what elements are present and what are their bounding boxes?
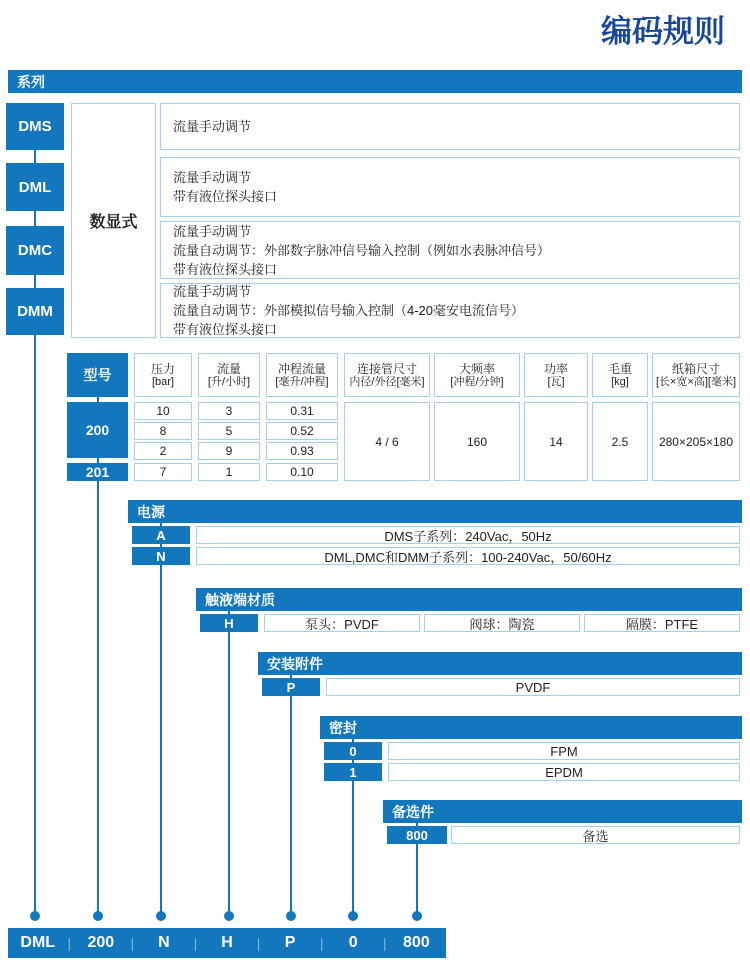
col-header-line: 功率 — [543, 361, 568, 376]
connector-dot — [286, 911, 296, 921]
table-col-header-stroke — [266, 353, 338, 397]
connector-dot — [412, 911, 422, 921]
code-separator: | — [256, 935, 261, 951]
material-value-diaphragm: 隔膜：PTFE — [584, 614, 740, 632]
series-code-dms — [6, 103, 64, 150]
cell-stroke: 0.93 — [266, 442, 338, 460]
desc-line: 流量自动调节：外部模拟信号输入控制（4-20毫安电流信号） — [173, 303, 525, 318]
mounting-value: PVDF — [326, 678, 740, 696]
col-header-line: 毛重 — [607, 361, 632, 376]
material-section-header — [196, 588, 742, 611]
cell-pressure: 8 — [134, 422, 192, 440]
mounting-section-header — [258, 652, 742, 675]
code-segment-power: N — [158, 934, 170, 951]
col-header-line: 内径/外径[毫米] — [349, 375, 425, 388]
table-col-header-weight — [592, 353, 648, 397]
series-code-dmc — [6, 226, 64, 275]
col-header-line: [升/小时] — [207, 375, 251, 388]
series-group-box — [71, 103, 156, 338]
connector-dot — [348, 911, 358, 921]
series-code-dmm-label: DMM — [17, 303, 53, 320]
model-201-label: 201 — [85, 464, 110, 480]
series-group-label: 数显式 — [89, 214, 138, 231]
desc-line: 流量手动调节 — [173, 284, 252, 299]
cell-carton-size: 280×205×180 — [652, 402, 740, 481]
connector-line-power — [160, 511, 162, 916]
code-segment-model: 200 — [87, 934, 115, 951]
desc-line: 带有液位探头接口 — [173, 261, 278, 277]
col-header-line: [长×宽×高][毫米] — [655, 375, 737, 388]
cell-flow: 5 — [198, 422, 260, 440]
cell-pressure: 7 — [134, 463, 192, 481]
power-code-n — [132, 547, 190, 565]
connector-dot — [224, 911, 234, 921]
series-desc-dmc — [160, 221, 740, 279]
options-section-label: 备选件 — [392, 803, 434, 820]
table-col-header-pressure — [134, 353, 192, 397]
seal-code-1-label: 1 — [349, 764, 357, 780]
table-col-header-power — [524, 353, 588, 397]
cell-pipe-size: 4 / 6 — [344, 402, 430, 481]
code-segment-mounting: P — [284, 934, 296, 951]
seal-code-0-label: 0 — [349, 743, 357, 759]
cell-flow: 9 — [198, 442, 260, 460]
col-header-line: 连接管尺寸 — [356, 361, 417, 376]
material-section-label: 触液端材质 — [205, 591, 275, 608]
table-col-header-frequency — [434, 353, 520, 397]
model-200-label: 200 — [85, 422, 110, 438]
table-col-header-pipe — [344, 353, 430, 397]
cell-flow: 3 — [198, 402, 260, 420]
code-separator: | — [193, 935, 198, 951]
col-header-line: 压力 — [150, 361, 175, 376]
power-code-n-label: N — [156, 548, 166, 564]
seal-value-epdm: EPDM — [388, 763, 740, 781]
code-segment-series: DML — [20, 934, 56, 951]
table-model-header-label: 型号 — [83, 367, 112, 383]
connector-dot — [156, 911, 166, 921]
power-value-a: DMS子系列：240Vac，50Hz — [196, 526, 740, 544]
cell-weight: 2.5 — [592, 402, 648, 481]
cell-stroke: 0.31 — [266, 402, 338, 420]
cell-pressure: 10 — [134, 402, 192, 420]
material-code-h-label: H — [224, 615, 234, 631]
options-code-800 — [387, 826, 447, 844]
material-value-valveball: 阀球：陶瓷 — [424, 614, 580, 632]
cell-flow: 1 — [198, 463, 260, 481]
desc-line: 流量自动调节：外部数字脉冲信号输入控制（例如水表脉冲信号） — [173, 242, 551, 258]
col-header-line: 流量 — [216, 361, 241, 376]
connector-line-mounting — [290, 663, 292, 916]
options-value: 备选 — [451, 826, 740, 844]
material-code-h — [200, 614, 258, 632]
type-code-bar — [8, 928, 446, 958]
desc-line: 流量手动调节 — [173, 170, 252, 185]
cell-frequency: 160 — [434, 402, 520, 481]
desc-line: 带有液位探头接口 — [173, 322, 278, 337]
material-value-pumphead: 泵头：PVDF — [264, 614, 420, 632]
code-separator: | — [382, 935, 387, 951]
power-code-a — [132, 526, 190, 544]
desc-line: 流量手动调节 — [173, 223, 252, 239]
series-section-label: 系列 — [17, 73, 45, 90]
table-model-header — [67, 353, 128, 397]
series-desc-dmm — [160, 283, 740, 338]
series-desc-dms — [160, 103, 740, 150]
cell-power: 14 — [524, 402, 588, 481]
mounting-code-p-label: P — [286, 679, 296, 695]
desc-line: 流量手动调节 — [173, 119, 252, 134]
page-title: 编码规则 — [601, 14, 725, 49]
cell-stroke: 0.10 — [266, 463, 338, 481]
seal-code-1 — [324, 763, 382, 781]
code-segment-seal: 0 — [348, 934, 358, 951]
col-header-line: 纸箱尺寸 — [671, 361, 720, 376]
mounting-section-label: 安装附件 — [267, 655, 323, 672]
seal-value-fpm: FPM — [388, 742, 740, 760]
code-segment-options: 800 — [402, 934, 430, 951]
series-code-dmm — [6, 288, 64, 335]
series-code-dml — [6, 163, 64, 211]
power-section-header — [128, 500, 742, 523]
power-section-label: 电源 — [137, 503, 165, 520]
seal-section-header — [320, 716, 742, 739]
code-separator: | — [130, 935, 135, 951]
options-code-800-label: 800 — [406, 827, 428, 843]
series-code-dmc-label: DMC — [17, 242, 53, 259]
connector-dot — [93, 911, 103, 921]
col-header-line: [瓦] — [547, 375, 565, 388]
col-header-line: [毫升/冲程] — [275, 375, 329, 388]
cell-stroke: 0.52 — [266, 422, 338, 440]
col-header-line: 冲程流量 — [277, 361, 326, 376]
cell-pressure: 2 — [134, 442, 192, 460]
power-value-n: DML,DMC和DMM子系列：100-240Vac，50/60Hz — [196, 547, 740, 565]
table-col-header-flow — [198, 353, 260, 397]
col-header-line: [冲程/分钟] — [450, 375, 504, 388]
seal-section-label: 密封 — [329, 719, 357, 736]
code-segment-material: H — [221, 934, 233, 951]
col-header-line: [bar] — [151, 375, 174, 388]
power-code-a-label: A — [156, 527, 166, 543]
desc-line: 带有液位探头接口 — [173, 189, 278, 204]
mounting-code-p — [262, 678, 320, 696]
series-code-dml-label: DML — [18, 178, 52, 196]
seal-code-0 — [324, 742, 382, 760]
col-header-line: 大频率 — [458, 361, 495, 376]
connector-line-material — [228, 599, 230, 916]
connector-dot — [30, 911, 40, 921]
series-code-dms-label: DMS — [18, 118, 52, 135]
series-desc-dml — [160, 157, 740, 217]
table-model-201 — [67, 463, 128, 481]
table-model-200 — [67, 402, 128, 458]
code-separator: | — [319, 935, 324, 951]
code-separator: | — [67, 935, 72, 951]
series-section-header — [8, 70, 742, 93]
col-header-line: [kg] — [611, 375, 629, 388]
table-col-header-carton — [652, 353, 740, 397]
options-section-header — [383, 800, 742, 823]
